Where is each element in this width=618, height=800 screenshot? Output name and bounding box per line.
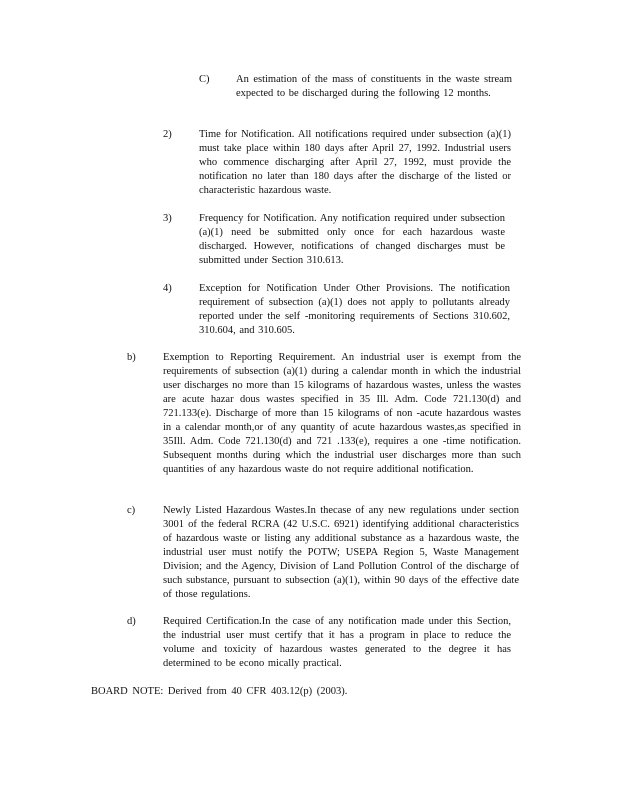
item-text: An estimation of the mass of constituents in the waste stream expected to be discharged during the following 12 months. (236, 74, 512, 99)
item-marker: c) (127, 505, 136, 516)
item-text: Exception for Notification Under Other Provisions. The notification requirement of subsection (a)(1) does not apply to pollutants already reported under the self -monitoring requirements of Sections 310.602, 310.604, and 310.605. (199, 283, 510, 336)
item-marker: C) (199, 74, 210, 85)
item-text: Time for Notification. All notifications required under subsection (a)(1) must take place within 180 days after April 27, 1992. Industrial users who commence discharging after April 27, 1992, must provide the notification no later than 180 days after the discharge of the listed or characteristic hazardous waste. (199, 129, 511, 196)
item-text: Exemption to Reporting Requirement. An industrial user is exempt from the requirements of subsection (a)(1) during a calendar month in which the industrial user discharges no more than 15 kilograms of hazardous wastes, unless the wastes are acute hazar dous wastes specified in 35 Ill. Adm. Code 721.130(d) and 721.133(e). Discharge of more than 15 kilograms of non -acute hazardous wastes in a calendar month,or of any quantity of acute hazardous wastes,as specified in 35Ill. Adm. Code 721.130(d) and 721 .133(e), requires a one -time notification. Subsequent months during which the industrial user discharges more than such quantities of any hazardous waste do not require additional notification. (163, 352, 521, 475)
item-marker: 4) (163, 283, 172, 294)
item-marker: 3) (163, 213, 172, 224)
item-marker: d) (127, 616, 136, 627)
item-text: Required Certification.In the case of any notification made under this Section, the industrial user must certify that it has a program in place to reduce the volume and toxicity of hazardous wastes generated to the degree it has determined to be econo mically practical. (163, 616, 511, 669)
item-marker: b) (127, 352, 136, 363)
item-text: Frequency for Notification. Any notification required under subsection (a)(1) need be submitted only once for each hazardous waste discharged. However, notifications of changed discharges must be submitted under Section 310.613. (199, 213, 505, 266)
item-text: Newly Listed Hazardous Wastes.In thecase of any new regulations under section 3001 of the federal RCRA (42 U.S.C. 6921) identifying additional characteristics of hazardous waste or listing any additional substance as a hazardous waste, the industrial user must notify the POTW; USEPA Region 5, Waste Management Division; and the Agency, Division of Land Pollution Control of the discharge of such substance, pursuant to subsection (a)(1), within 90 days of the effective date of those regulations. (163, 505, 519, 600)
item-marker: 2) (163, 129, 172, 140)
board-note: BOARD NOTE: Derived from 40 CFR 403.12(p) (2003). (91, 686, 348, 697)
